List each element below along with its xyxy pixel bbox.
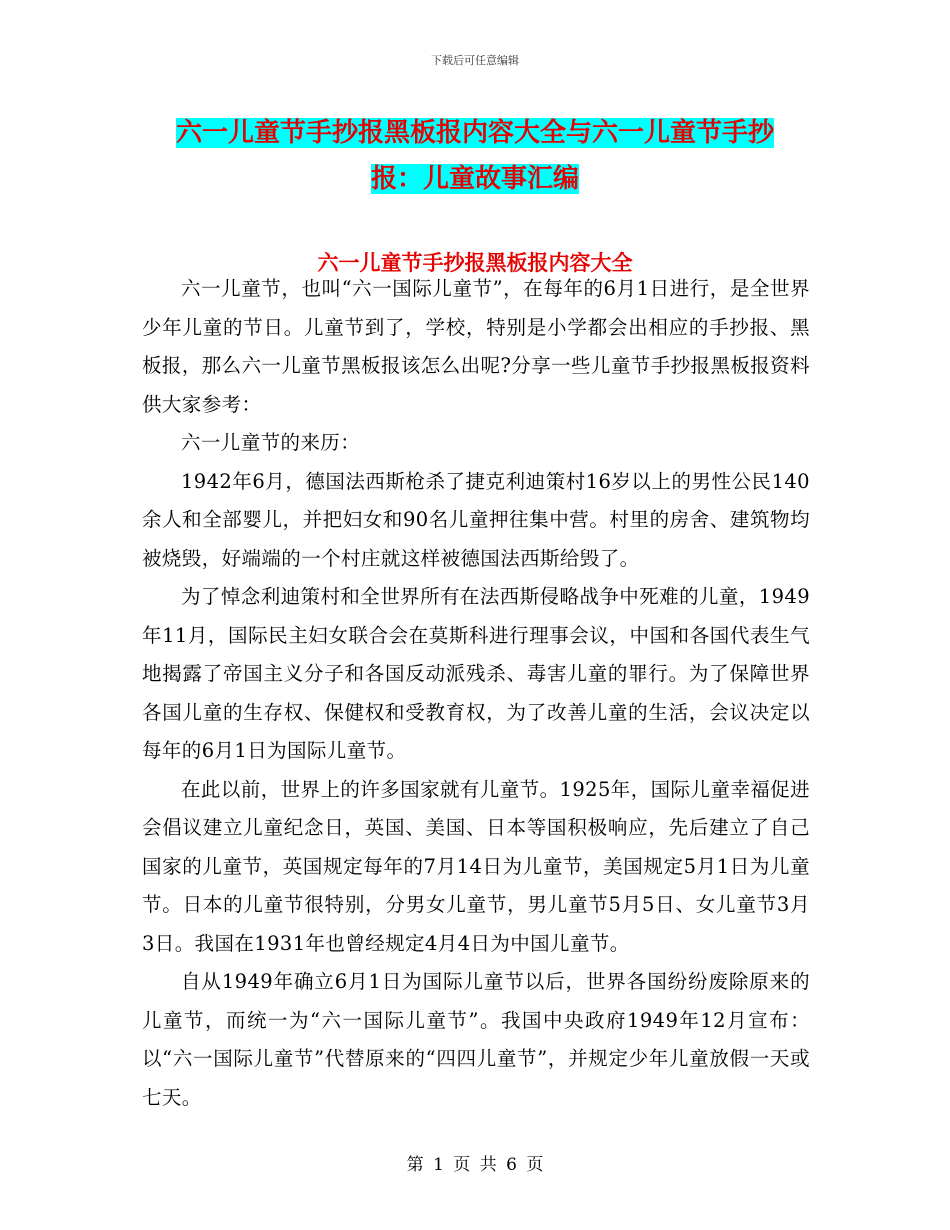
document-title-text-1: 六一儿童节手抄报黑板报内容大全与六一儿童节手抄	[175, 118, 774, 148]
document-title-line-1	[140, 112, 810, 149]
section-heading: 六一儿童节手抄报黑板报内容大全	[317, 251, 633, 275]
paragraph-unification: 自从1949年确立6月1日为国际儿童节以后，世界各国纷纷废除原来的儿童节，而统一为“六一国际儿童节”。我国中央政府1949年12月宣布：以“六一国际儿童节”代替原来的“四四儿童节”，并规定少年儿童放假一天或七天。	[142, 970, 810, 1109]
paragraph-1942: 1942年6月，德国法西斯枪杀了捷克利迪策村16岁以上的男性公民140余人和全部婴儿，并把妇女和90名儿童押往集中营。村里的房舍、建筑物均被烧毁，好端端的一个村庄就这样被德国法西斯给毁了。	[142, 469, 810, 570]
paragraph-origin-heading: 六一儿童节的来历：	[181, 431, 361, 454]
paragraph-1949-meeting: 为了悼念利迪策村和全世界所有在法西斯侵略战争中死难的儿童，1949年11月，国际民主妇女联合会在莫斯科进行理事会议，中国和各国代表生气地揭露了帝国主义分子和各国反动派残杀、毒害儿童的罪行。为了保障世界各国儿童的生存权、保健权和受教育权，为了改善儿童的生活，会议决定以每年的6月1日为国际儿童节。	[142, 585, 810, 762]
document-title-text-2: 报：儿童故事汇编	[370, 164, 579, 194]
page-header-note: 下载后可任意编辑	[431, 54, 519, 67]
document-body	[142, 270, 810, 1117]
paragraph-earlier-childrens-days: 在此以前，世界上的许多国家就有儿童节。1925年，国际儿童幸福促进会倡议建立儿童纪念日，英国、美国、日本等国积极响应，先后建立了自己国家的儿童节，英国规定每年的7月14日为儿童节，美国规定5月1日为儿童节。日本的儿童节很特别，分男女儿童节，男儿童节5月5日、女儿童节3月3日。我国在1931年也曾经规定4月4日为中国儿童节。	[142, 777, 810, 955]
document-title-line-2	[140, 158, 810, 195]
page-number-footer: 第 1 页 共 6 页	[406, 1155, 544, 1175]
paragraph-intro: 六一儿童节，也叫“六一国际儿童节”，在每年的6月1日进行，是全世界少年儿童的节日。儿童节到了，学校，特别是小学都会出相应的手抄报、黑板报，那么六一儿童节黑板报该怎么出呢?分享一些儿童节手抄报黑板报资料供大家参考：	[142, 277, 810, 416]
